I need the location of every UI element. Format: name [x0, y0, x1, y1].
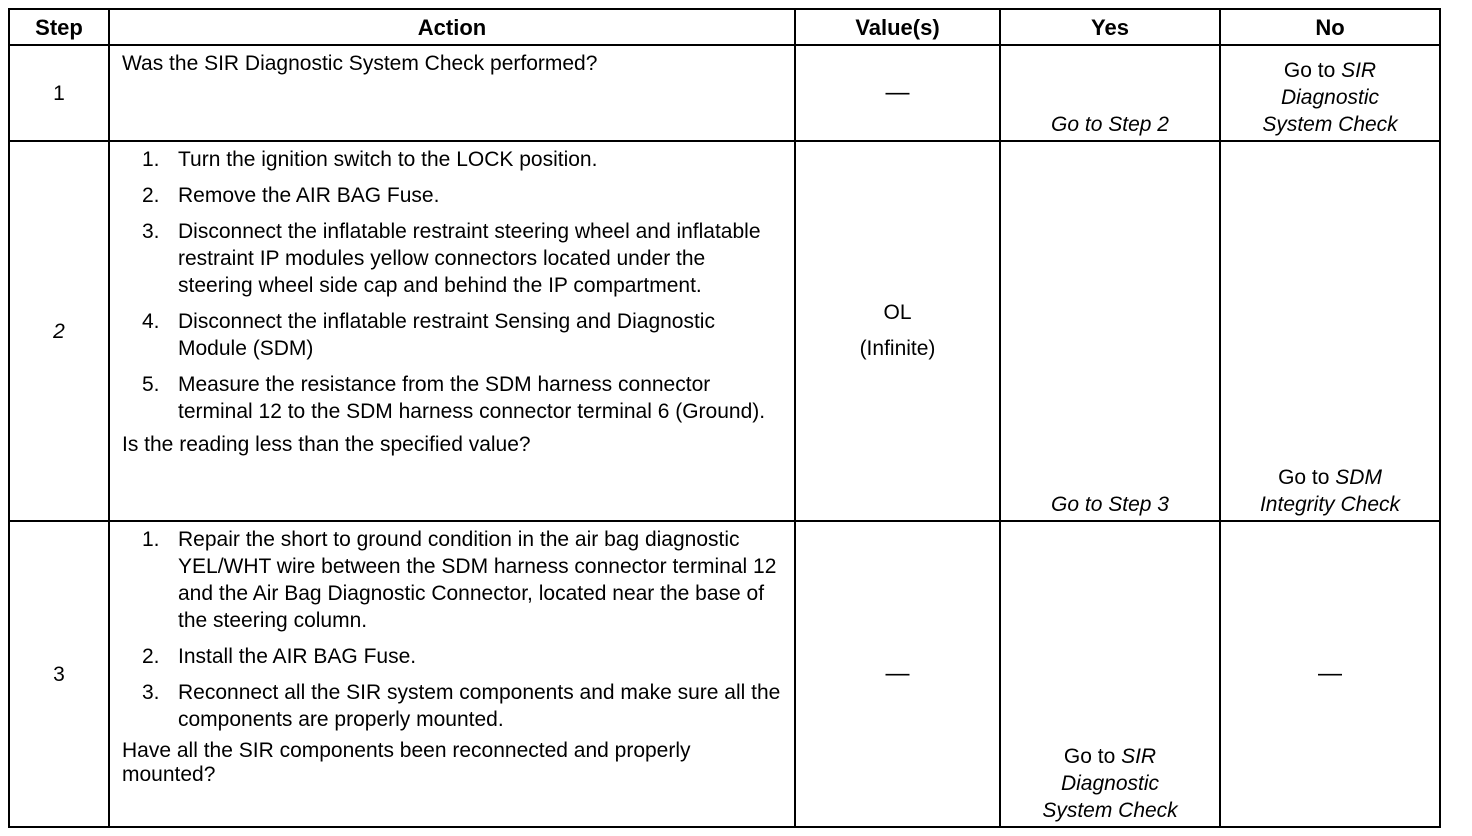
yes-link-part3[interactable]: System Check	[1042, 799, 1178, 822]
yes-cell	[1000, 45, 1220, 141]
list-item: 2. Remove the AIR BAG Fuse.	[142, 184, 440, 207]
no-link-part2[interactable]: Integrity Check	[1259, 493, 1401, 516]
action-question: Was the SIR Diagnostic System Check performed?	[122, 52, 598, 75]
yes-cell	[1000, 521, 1220, 827]
header-action: Action	[109, 9, 795, 45]
list-item: 4. Disconnect the inflatable restraint Sensing and Diagnostic Module (SDM)	[142, 310, 715, 360]
action-question: Have all the SIR components been reconnected and properly mounted?	[122, 739, 691, 786]
list-item: 5. Measure the resistance from the SDM harness connector terminal 12 to the SDM harness connector terminal 6 (Ground).	[142, 373, 766, 423]
no-prefix: Go to	[1283, 59, 1342, 82]
no-cell	[1220, 141, 1440, 521]
table-row	[9, 45, 1440, 141]
value-infinite: (Infinite)	[859, 337, 936, 360]
action-cell	[109, 141, 795, 521]
value-dash: —	[885, 79, 910, 106]
action-steps-list	[122, 526, 784, 733]
step-number: 3	[9, 521, 109, 827]
no-cell	[1220, 521, 1440, 827]
action-cell	[109, 45, 795, 141]
header-no: No	[1220, 9, 1440, 45]
yes-cell	[1000, 141, 1220, 521]
value-block	[796, 295, 999, 367]
action-question: Is the reading less than the specified value?	[122, 433, 531, 456]
table-row	[9, 521, 1440, 827]
yes-link-part2[interactable]: Diagnostic	[1060, 772, 1160, 795]
list-item: 3. Reconnect all the SIR system components and make sure all the components are properly mounted.	[142, 681, 781, 731]
list-item: 1. Repair the short to ground condition in the air bag diagnostic YEL/WHT wire between the SDM harness connector terminal 12 and the Air Bag Diagnostic Connector, located near the base of the steering column.	[142, 528, 777, 632]
list-item: 2. Install the AIR BAG Fuse.	[142, 645, 417, 668]
header-values: Value(s)	[795, 9, 1000, 45]
action-cell	[109, 521, 795, 827]
action-steps-list	[122, 146, 784, 425]
table-row	[9, 141, 1440, 521]
no-link-part1[interactable]: SDM	[1335, 466, 1382, 489]
no-cell	[1220, 45, 1440, 141]
value-cell	[795, 141, 1000, 521]
list-item: 3. Disconnect the inflatable restraint steering wheel and inflatable restraint IP modules yellow connectors located under the steering wheel side cap and behind the IP compartment.	[142, 220, 761, 297]
no-link-part3[interactable]: System Check	[1262, 113, 1398, 136]
no-link-part1[interactable]: SIR	[1341, 59, 1377, 82]
no-link-part2[interactable]: Diagnostic	[1280, 86, 1380, 109]
yes-prefix: Go to	[1063, 745, 1122, 768]
yes-link[interactable]: Go to Step 2	[1051, 113, 1169, 136]
header-step: Step	[9, 9, 109, 45]
header-row	[9, 9, 1440, 45]
value-dash: —	[885, 660, 910, 687]
value-cell	[795, 45, 1000, 141]
value-ol: OL	[883, 301, 912, 324]
header-yes: Yes	[1000, 9, 1220, 45]
list-item: 1. Turn the ignition switch to the LOCK position.	[142, 148, 598, 171]
no-dash: —	[1318, 660, 1342, 687]
yes-link-part1[interactable]: SIR	[1121, 745, 1157, 768]
step-number: 1	[9, 45, 109, 141]
value-cell	[795, 521, 1000, 827]
step-number: 2	[9, 141, 109, 521]
diagnostic-table	[8, 8, 1441, 828]
no-prefix: Go to	[1278, 466, 1336, 489]
yes-link[interactable]: Go to Step 3	[1051, 493, 1169, 516]
